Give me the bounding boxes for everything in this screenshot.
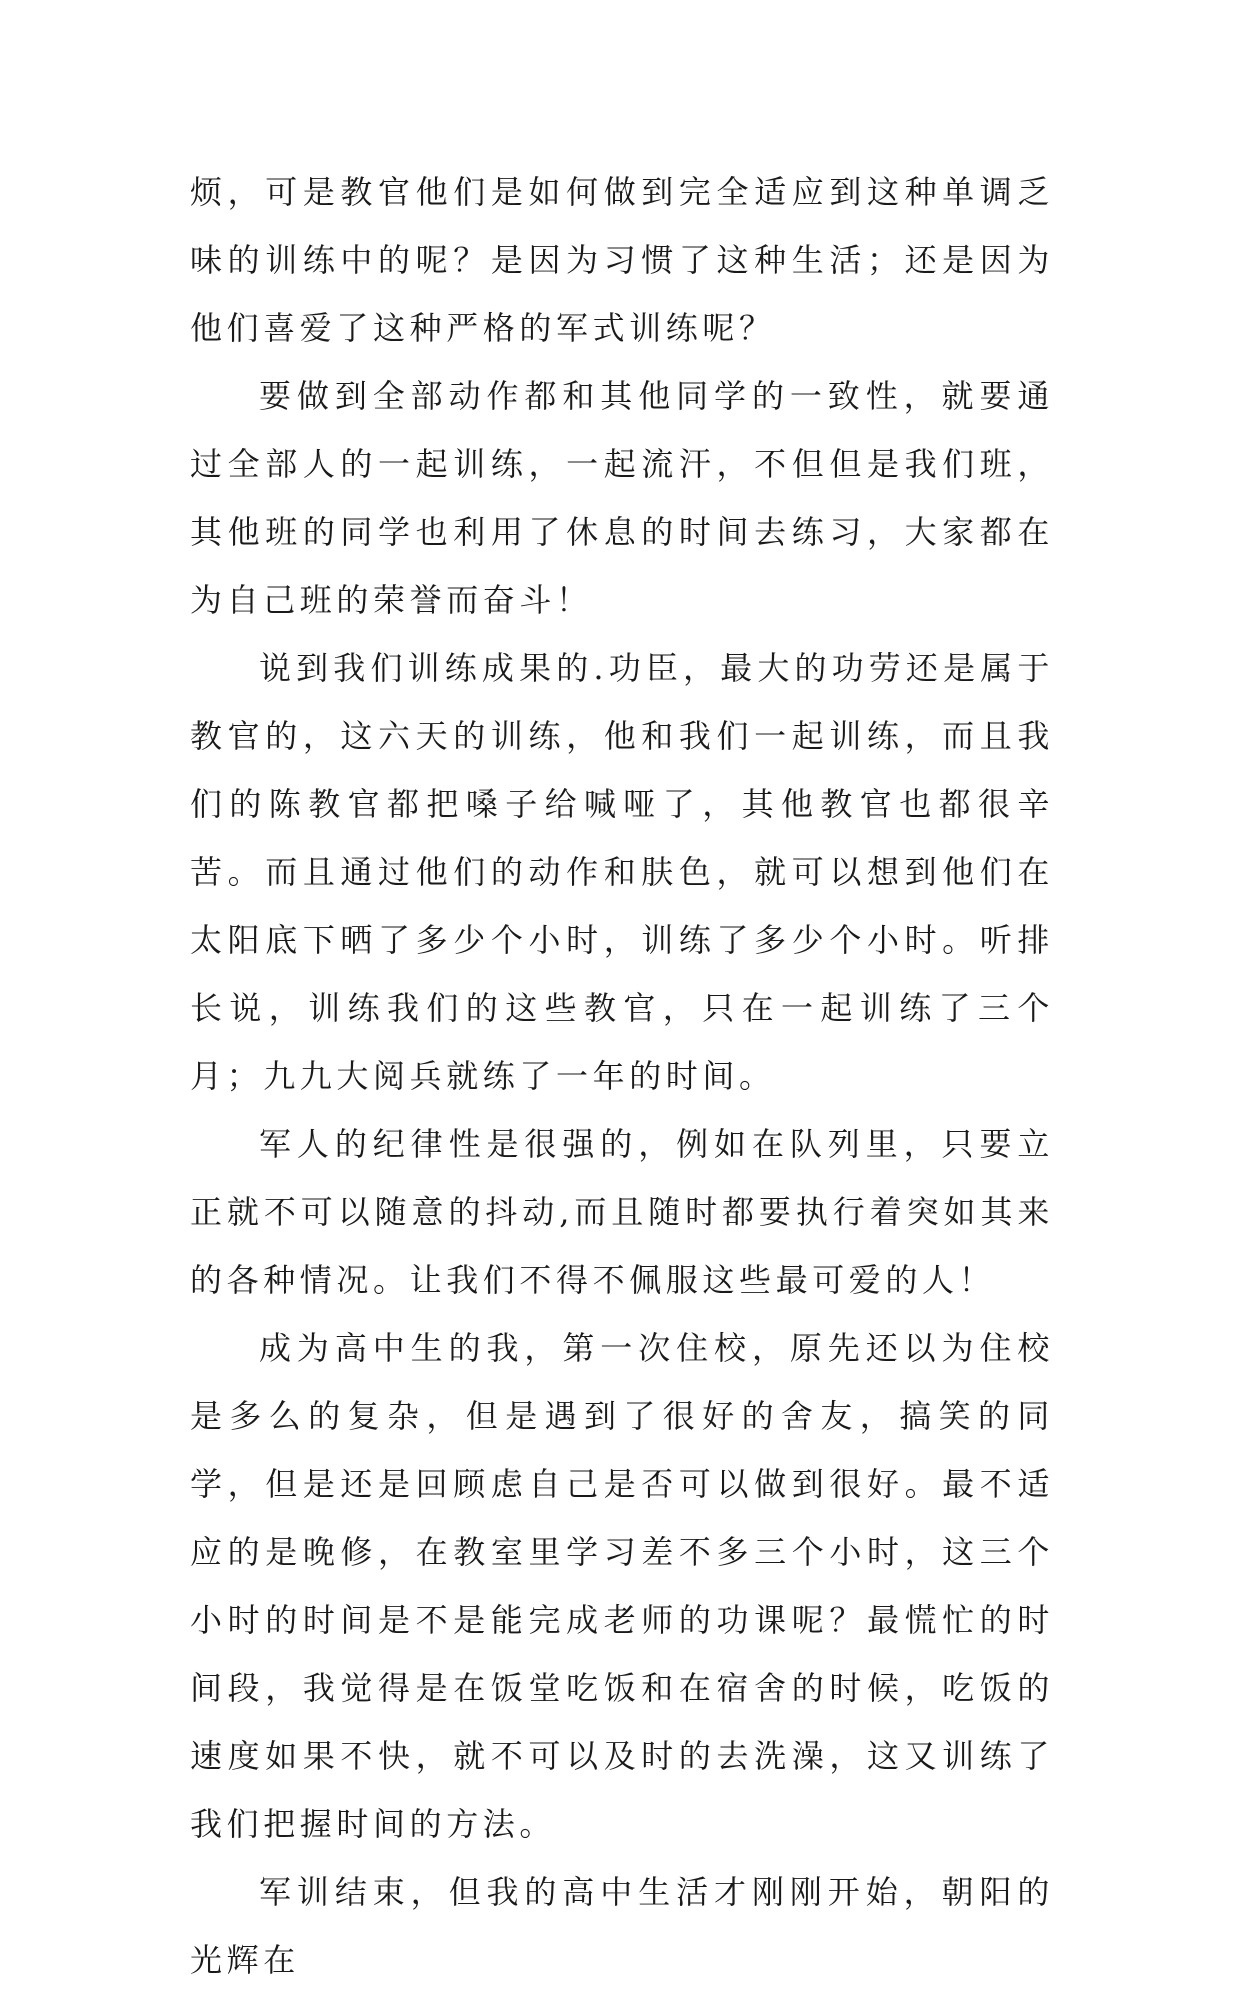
- paragraph-1: 烦，可是教官他们是如何做到完全适应到这种单调乏味的训练中的呢？是因为习惯了这种生活；还是因为他们喜爱了这种严格的军式训练呢？: [190, 173, 1054, 347]
- body-text: [190, 158, 1054, 1994]
- paragraph-6: 军训结束，但我的高中生活才刚刚开始，朝阳的光辉在: [190, 1873, 1054, 1979]
- paragraph-2: 要做到全部动作都和其他同学的一致性，就要通过全部人的一起训练，一起流汗，不但但是我们班，其他班的同学也利用了休息的时间去练习，大家都在为自己班的荣誉而奋斗！: [190, 377, 1054, 619]
- paragraph-3: 说到我们训练成果的.功臣，最大的功劳还是属于教官的，这六天的训练，他和我们一起训练，而且我们的陈教官都把嗓子给喊哑了，其他教官也都很辛苦。而且通过他们的动作和肤色，就可以想到他们在太阳底下晒了多少个小时，训练了多少个小时。听排长说，训练我们的这些教官，只在一起训练了三个月；九九大阅兵就练了一年的时间。: [190, 649, 1054, 1095]
- paragraph-4: 军人的纪律性是很强的，例如在队列里，只要立正就不可以随意的抖动,而且随时都要执行着突如其来的各种情况。让我们不得不佩服这些最可爱的人！: [190, 1125, 1054, 1299]
- paragraph-5: 成为高中生的我，第一次住校，原先还以为住校是多么的复杂，但是遇到了很好的舍友，搞笑的同学，但是还是回顾虑自己是否可以做到很好。最不适应的是晚修，在教室里学习差不多三个小时，这三个小时的时间是不是能完成老师的功课呢？最慌忙的时间段，我觉得是在饭堂吃饭和在宿舍的时候，吃饭的速度如果不快，就不可以及时的去洗澡，这又训练了我们把握时间的方法。: [190, 1329, 1054, 1843]
